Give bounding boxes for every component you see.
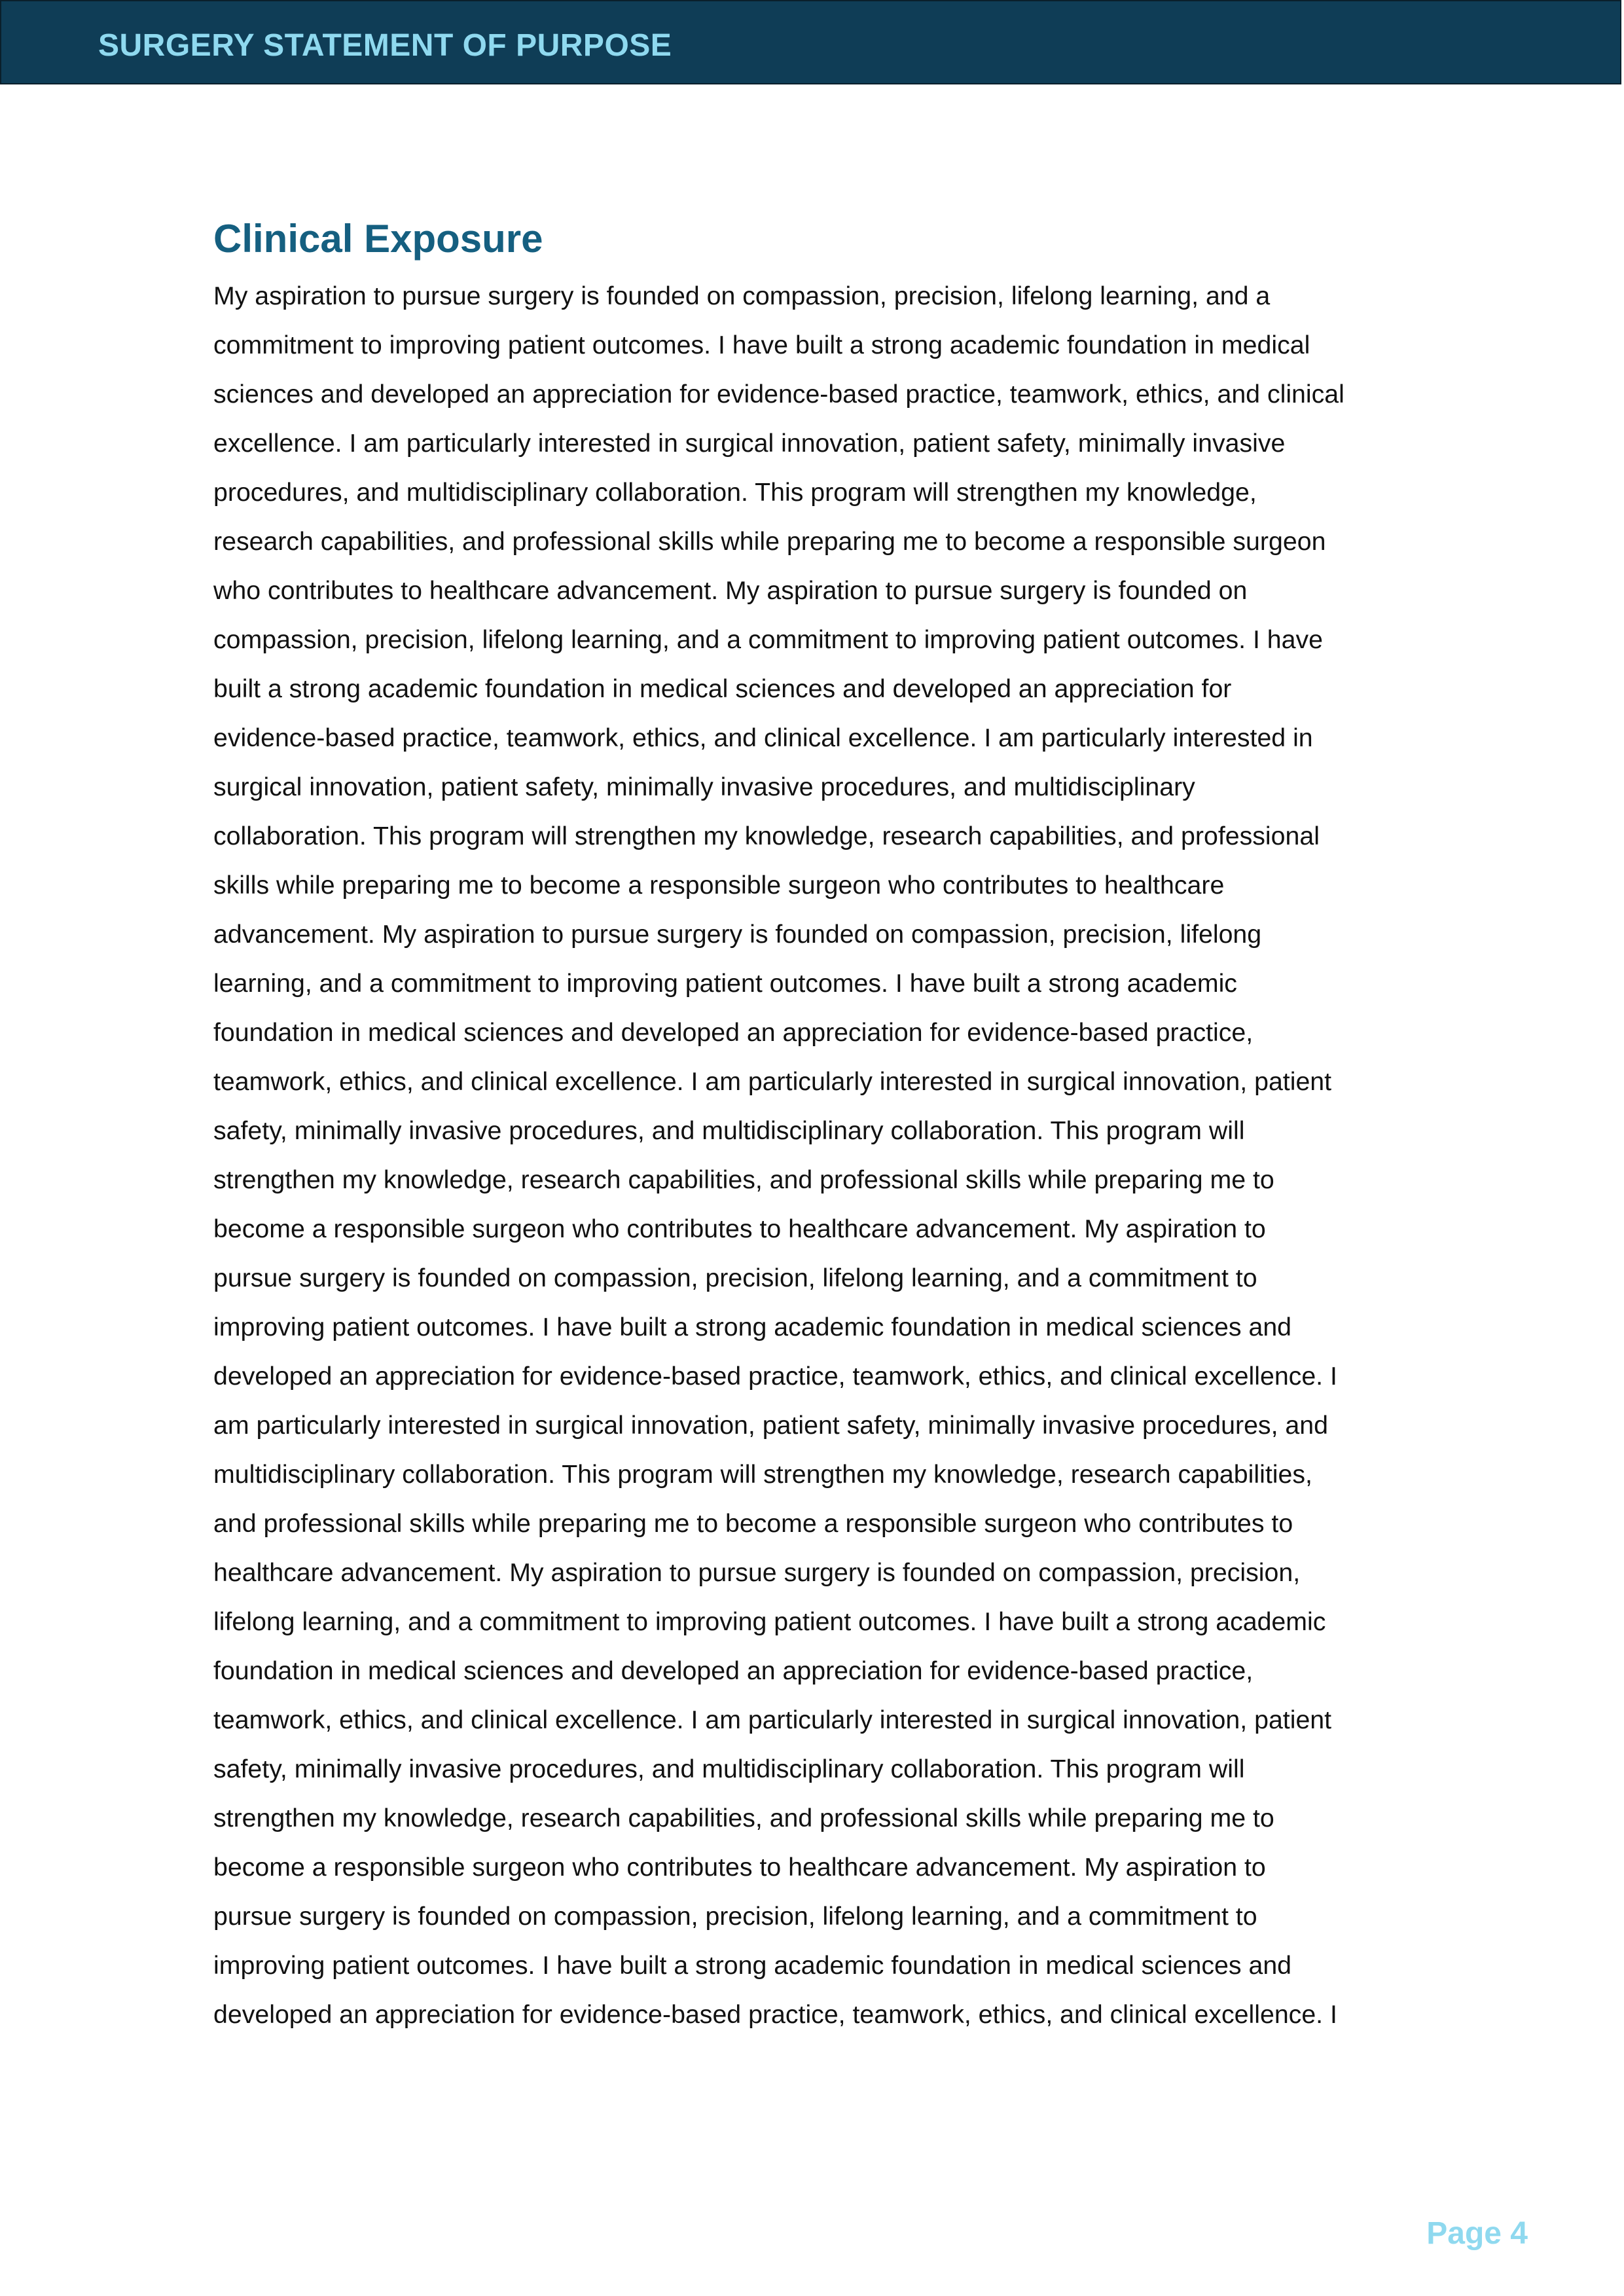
body-line: teamwork, ethics, and clinical excellence. I am particularly interested in surgical innovation, patient xyxy=(213,1705,1332,1734)
body-line: My aspiration to pursue surgery is founded on compassion, precision, lifelong learning, and a xyxy=(213,282,1271,310)
body-line: improving patient outcomes. I have built a strong academic foundation in medical sciences and xyxy=(213,1951,1292,1980)
body-line: excellence. I am particularly interested in surgical innovation, patient safety, minimally invasive xyxy=(213,429,1286,458)
body-line: healthcare advancement. My aspiration to pursue surgery is founded on compassion, precision, xyxy=(213,1558,1301,1587)
body-line: foundation in medical sciences and developed an appreciation for evidence-based practice, xyxy=(213,1656,1254,1685)
body-line: multidisciplinary collaboration. This program will strengthen my knowledge, research capabilities, xyxy=(213,1460,1312,1489)
main-content xyxy=(213,213,1457,2039)
section-heading: Clinical Exposure xyxy=(213,217,543,261)
body-line: developed an appreciation for evidence-based practice, teamwork, ethics, and clinical excellence. I xyxy=(213,2000,1337,2029)
body-line: improving patient outcomes. I have built a strong academic foundation in medical sciences and xyxy=(213,1313,1292,1341)
body-line: and professional skills while preparing me to become a responsible surgeon who contributes to xyxy=(213,1509,1293,1538)
body-line: commitment to improving patient outcomes. I have built a strong academic foundation in medical xyxy=(213,331,1310,359)
body-line: lifelong learning, and a commitment to improving patient outcomes. I have built a strong academic xyxy=(213,1607,1326,1636)
body-line: strengthen my knowledge, research capabilities, and professional skills while preparing me to xyxy=(213,1165,1274,1194)
body-line: become a responsible surgeon who contributes to healthcare advancement. My aspiration to xyxy=(213,1214,1266,1243)
body-line: research capabilities, and professional skills while preparing me to become a responsible surgeon xyxy=(213,527,1326,556)
body-line: evidence-based practice, teamwork, ethics, and clinical excellence. I am particularly interested in xyxy=(213,723,1313,752)
body-line: who contributes to healthcare advancement. My aspiration to pursue surgery is founded on xyxy=(213,576,1248,605)
body-line: compassion, precision, lifelong learning, and a commitment to improving patient outcomes. I have xyxy=(213,625,1324,654)
body-line: strengthen my knowledge, research capabilities, and professional skills while preparing me to xyxy=(213,1804,1274,1832)
body-line: am particularly interested in surgical innovation, patient safety, minimally invasive procedures, and xyxy=(213,1411,1328,1440)
body-line: safety, minimally invasive procedures, and multidisciplinary collaboration. This program will xyxy=(213,1116,1245,1145)
body-paragraph xyxy=(213,272,1457,2039)
body-line: developed an appreciation for evidence-based practice, teamwork, ethics, and clinical excellence. I xyxy=(213,1362,1337,1391)
body-line: collaboration. This program will strengthen my knowledge, research capabilities, and professional xyxy=(213,822,1320,850)
body-line: skills while preparing me to become a responsible surgeon who contributes to healthcare xyxy=(213,871,1225,900)
body-line: pursue surgery is founded on compassion, precision, lifelong learning, and a commitment to xyxy=(213,1264,1257,1292)
body-line: teamwork, ethics, and clinical excellence. I am particularly interested in surgical innovation, patient xyxy=(213,1067,1332,1096)
body-line: surgical innovation, patient safety, minimally invasive procedures, and multidisciplinary xyxy=(213,773,1195,801)
body-line: become a responsible surgeon who contributes to healthcare advancement. My aspiration to xyxy=(213,1853,1266,1882)
document-title: SURGERY STATEMENT OF PURPOSE xyxy=(98,28,672,63)
body-line: advancement. My aspiration to pursue surgery is founded on compassion, precision, lifelong xyxy=(213,920,1262,949)
body-line: pursue surgery is founded on compassion, precision, lifelong learning, and a commitment to xyxy=(213,1902,1257,1931)
body-line: procedures, and multidisciplinary collaboration. This program will strengthen my knowledge, xyxy=(213,478,1257,507)
body-line: sciences and developed an appreciation for evidence-based practice, teamwork, ethics, and clinical xyxy=(213,380,1344,409)
header-bar xyxy=(0,0,1621,84)
body-line: learning, and a commitment to improving patient outcomes. I have built a strong academic xyxy=(213,969,1237,998)
page-number: Page 4 xyxy=(1426,2216,1528,2251)
body-line: safety, minimally invasive procedures, and multidisciplinary collaboration. This program will xyxy=(213,1755,1245,1783)
body-line: foundation in medical sciences and developed an appreciation for evidence-based practice, xyxy=(213,1018,1254,1047)
body-line: built a strong academic foundation in medical sciences and developed an appreciation for xyxy=(213,674,1232,703)
